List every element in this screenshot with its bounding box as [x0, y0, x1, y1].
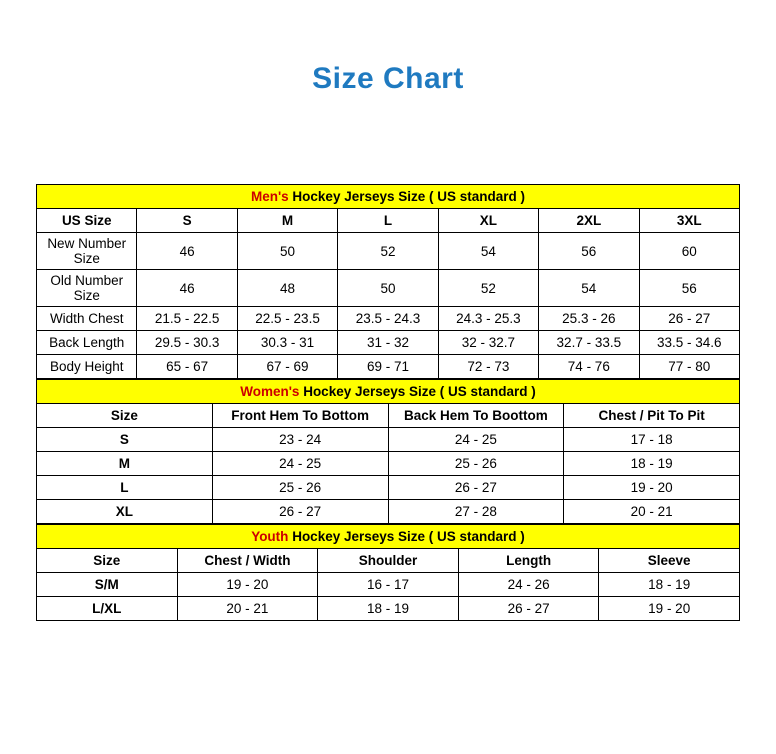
table-cell: 21.5 - 22.5	[137, 307, 237, 331]
table-cell: 50	[237, 233, 337, 270]
table-cell: 23.5 - 24.3	[338, 307, 438, 331]
table-cell: 32.7 - 33.5	[539, 331, 639, 355]
table-cell: 24 - 25	[212, 452, 388, 476]
table-row	[37, 355, 740, 379]
table-cell: 56	[639, 270, 739, 307]
table-cell: 16 - 17	[318, 573, 459, 597]
mens-size-table	[36, 184, 740, 379]
table-row	[37, 476, 740, 500]
section-heading-row	[37, 380, 740, 404]
table-cell: 19 - 20	[599, 597, 740, 621]
table-header-row	[37, 209, 740, 233]
column-header: M	[237, 209, 337, 233]
column-header: XL	[438, 209, 538, 233]
table-cell: 27 - 28	[388, 500, 564, 524]
table-cell: 54	[438, 233, 538, 270]
youth-heading-accent: Youth	[251, 529, 289, 544]
table-cell: 77 - 80	[639, 355, 739, 379]
table-row	[37, 597, 740, 621]
row-label: Body Height	[37, 355, 137, 379]
womens-heading-rest: Hockey Jerseys Size ( US standard )	[299, 384, 536, 399]
table-cell: 46	[137, 270, 237, 307]
row-label: Width Chest	[37, 307, 137, 331]
section-heading-row	[37, 185, 740, 209]
table-row	[37, 233, 740, 270]
section-heading-row	[37, 525, 740, 549]
youth-heading-rest: Hockey Jerseys Size ( US standard )	[288, 529, 525, 544]
table-row	[37, 270, 740, 307]
column-header: Back Hem To Boottom	[388, 404, 564, 428]
youth-section-heading	[37, 525, 740, 549]
column-header: Size	[37, 549, 178, 573]
table-cell: 18 - 19	[599, 573, 740, 597]
column-header: US Size	[37, 209, 137, 233]
table-cell: 48	[237, 270, 337, 307]
table-cell: 50	[338, 270, 438, 307]
table-cell: 22.5 - 23.5	[237, 307, 337, 331]
table-cell: 25.3 - 26	[539, 307, 639, 331]
row-label: S	[37, 428, 213, 452]
size-chart-tables	[36, 184, 740, 621]
column-header: L	[338, 209, 438, 233]
mens-heading-rest: Hockey Jerseys Size ( US standard )	[288, 189, 526, 204]
table-cell: 19 - 20	[177, 573, 318, 597]
column-header: Size	[37, 404, 213, 428]
table-header-row	[37, 404, 740, 428]
table-cell: 26 - 27	[639, 307, 739, 331]
table-cell: 26 - 27	[212, 500, 388, 524]
table-cell: 24.3 - 25.3	[438, 307, 538, 331]
table-cell: 69 - 71	[338, 355, 438, 379]
table-row	[37, 307, 740, 331]
table-cell: 30.3 - 31	[237, 331, 337, 355]
table-cell: 56	[539, 233, 639, 270]
row-label: S/M	[37, 573, 178, 597]
table-row	[37, 452, 740, 476]
row-label: L/XL	[37, 597, 178, 621]
table-cell: 18 - 19	[564, 452, 740, 476]
table-cell: 65 - 67	[137, 355, 237, 379]
column-header: Front Hem To Bottom	[212, 404, 388, 428]
table-cell: 46	[137, 233, 237, 270]
table-cell: 18 - 19	[318, 597, 459, 621]
table-row	[37, 428, 740, 452]
column-header: Chest / Pit To Pit	[564, 404, 740, 428]
table-cell: 33.5 - 34.6	[639, 331, 739, 355]
page-title: Size Chart	[312, 62, 464, 95]
table-header-row	[37, 549, 740, 573]
column-header: Sleeve	[599, 549, 740, 573]
table-cell: 54	[539, 270, 639, 307]
column-header: Length	[458, 549, 599, 573]
table-cell: 60	[639, 233, 739, 270]
table-cell: 32 - 32.7	[438, 331, 538, 355]
womens-section-heading	[37, 380, 740, 404]
row-label: Old Number Size	[37, 270, 137, 307]
column-header: 3XL	[639, 209, 739, 233]
table-cell: 23 - 24	[212, 428, 388, 452]
table-cell: 67 - 69	[237, 355, 337, 379]
table-cell: 24 - 26	[458, 573, 599, 597]
table-row	[37, 500, 740, 524]
table-cell: 31 - 32	[338, 331, 438, 355]
mens-section-heading	[37, 185, 740, 209]
table-row	[37, 573, 740, 597]
table-row	[37, 331, 740, 355]
womens-heading-accent: Women's	[240, 384, 300, 399]
row-label: L	[37, 476, 213, 500]
table-cell: 52	[338, 233, 438, 270]
column-header: S	[137, 209, 237, 233]
column-header: Shoulder	[318, 549, 459, 573]
womens-size-table	[36, 379, 740, 524]
row-label: M	[37, 452, 213, 476]
table-cell: 24 - 25	[388, 428, 564, 452]
table-cell: 19 - 20	[564, 476, 740, 500]
row-label: XL	[37, 500, 213, 524]
row-label: New Number Size	[37, 233, 137, 270]
table-cell: 26 - 27	[458, 597, 599, 621]
table-cell: 17 - 18	[564, 428, 740, 452]
mens-heading-accent: Men's	[250, 189, 289, 204]
column-header: 2XL	[539, 209, 639, 233]
table-cell: 72 - 73	[438, 355, 538, 379]
size-chart-page	[0, 62, 776, 754]
table-cell: 25 - 26	[212, 476, 388, 500]
table-cell: 26 - 27	[388, 476, 564, 500]
table-cell: 20 - 21	[177, 597, 318, 621]
table-cell: 25 - 26	[388, 452, 564, 476]
table-cell: 52	[438, 270, 538, 307]
table-cell: 20 - 21	[564, 500, 740, 524]
row-label: Back Length	[37, 331, 137, 355]
column-header: Chest / Width	[177, 549, 318, 573]
table-cell: 74 - 76	[539, 355, 639, 379]
youth-size-table	[36, 524, 740, 621]
table-cell: 29.5 - 30.3	[137, 331, 237, 355]
